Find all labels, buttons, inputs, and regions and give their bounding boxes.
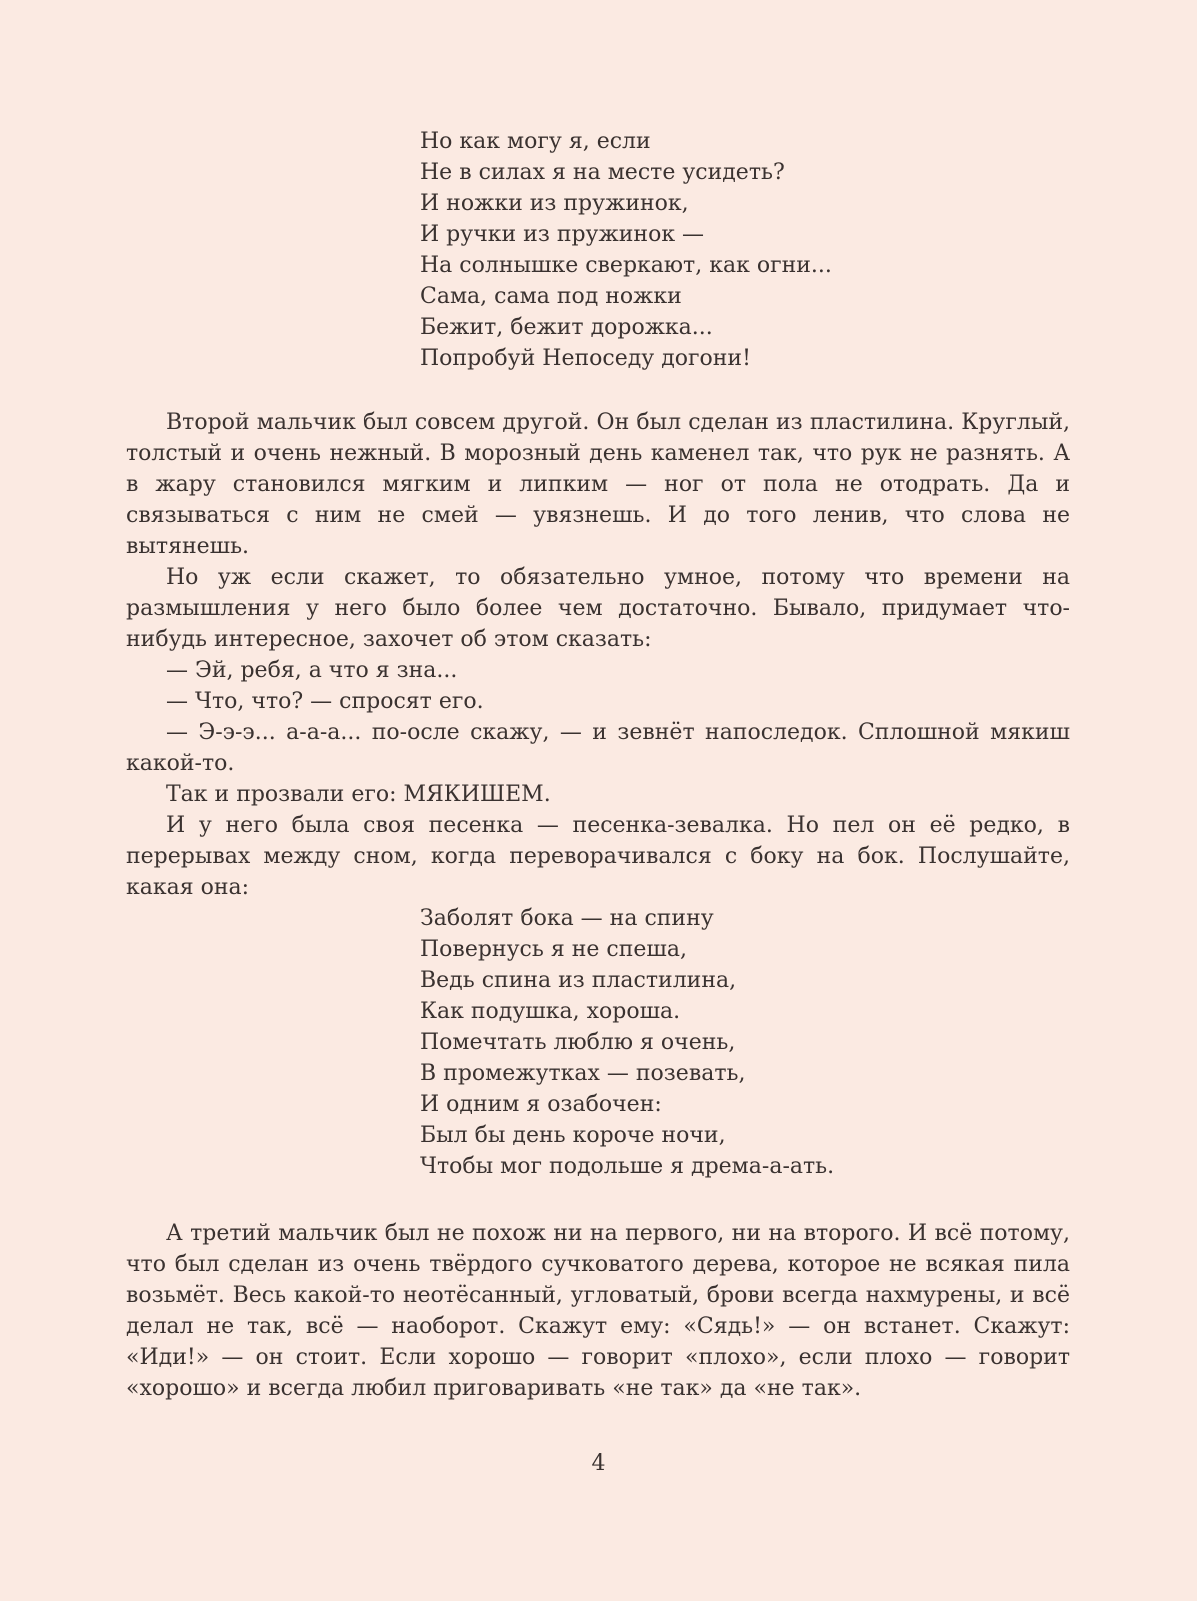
poem-line: Попробуй Непоседу догони! (420, 346, 751, 371)
poem-myakish (420, 903, 834, 1182)
poem-line: Сама, сама под ножки (420, 284, 682, 309)
paragraph: И у него была своя песенка — песенка-зевалка. Но пел он её редко, в перерывах между сном, когда переворачивался с боку на бок. Послушайте, какая она: (126, 813, 1070, 900)
paragraph: Так и прозвали его: МЯКИШЕМ. (166, 782, 551, 807)
poem-line: В промежутках — позевать, (420, 1061, 746, 1086)
poem-line: Бежит, бежит дорожка... (420, 315, 713, 340)
poem-line: Заболят бока — на спину (420, 906, 714, 931)
poem-line: Как подушка, хороша. (420, 999, 681, 1024)
poem-line: И одним я озабочен: (420, 1092, 662, 1117)
paragraph: Но уж если скажет, то обязательно умное, потому что времени на размышления у него было более чем достаточно. Бывало, придумает что-нибудь интересное, захочет об этом сказать: (126, 565, 1070, 652)
poem-line: Но как могу я, если (420, 129, 651, 154)
poem-line: Был бы день короче ночи, (420, 1123, 726, 1148)
page-number: 4 (591, 1451, 606, 1476)
paragraph: Второй мальчик был совсем другой. Он был сделан из пластилина. Круглый, толстый и очень нежный. В морозный день каменел так, что рук не разнять. А в жару становился мягким и липким — ног от пола не отодрать. Да и связываться с ним не смей — увязнешь. И до того ленив, что слова не вытянешь. (126, 410, 1070, 559)
poem-line: На солнышке сверкают, как огни... (420, 253, 832, 278)
poem-line: Ведь спина из пластилина, (420, 968, 737, 993)
prose-second-boy (126, 407, 1070, 903)
paragraph: А третий мальчик был не похож ни на первого, ни на второго. И всё потому, что был сделан из очень твёрдого сучковатого дерева, которое не всякая пила возьмёт. Весь какой-то неотёсанный, угловатый, брови всегда нахмурены, и всё делал не так, всё — наоборот. Скажут ему: «Сядь!» — он встанет. Скажут: «Иди!» — он стоит. Если хорошо — говорит «плохо», если плохо — говорит «хорошо» и всегда любил приговаривать «не так» да «не так». (126, 1221, 1070, 1401)
poem-line: И ручки из пружинок — (420, 222, 705, 247)
poem-line: Повернусь я не спеша, (420, 937, 687, 962)
poem-neposeda (420, 126, 832, 374)
poem-line: Помечтать люблю я очень, (420, 1030, 736, 1055)
poem-line: Чтобы мог подольше я дрема-а-ать. (420, 1154, 835, 1179)
poem-line: И ножки из пружинок, (420, 191, 689, 216)
dialogue-line: — Эй, ребя, а что я зна... (166, 658, 458, 683)
dialogue-line: — Э-э-э... а-а-а... по-осле скажу, — и зевнёт напоследок. Сплошной мякиш какой-то. (126, 720, 1070, 776)
dialogue-line: — Что, что? — спросят его. (166, 689, 484, 714)
poem-line: Не в силах я на месте усидеть? (420, 160, 785, 185)
prose-third-boy (126, 1218, 1070, 1404)
